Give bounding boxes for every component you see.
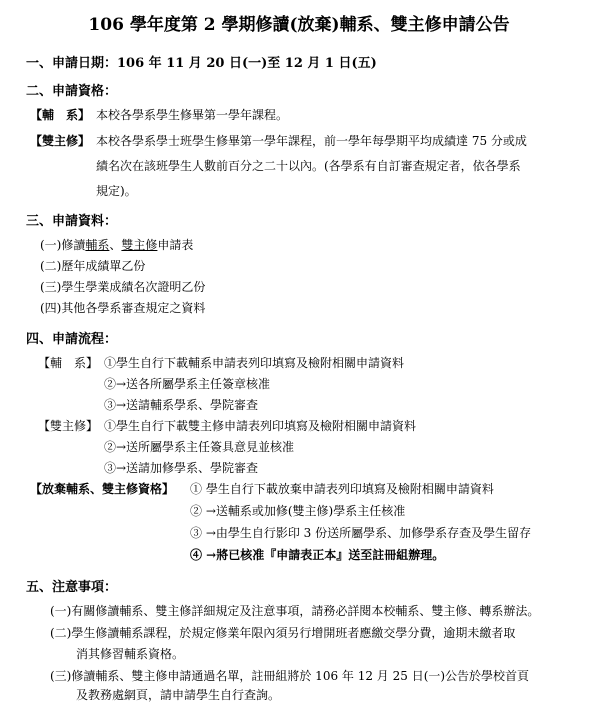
document-item-1-suffix: 申請表 (157, 238, 194, 252)
page-title: 106 學年度第 2 學期修讀(放棄)輔系、雙主修申請公告 (88, 15, 510, 35)
process-double-step-2: ②→送所屬學系主任簽具意見並核准 (104, 440, 295, 454)
note-item-2-line-2: 消其修習輔系資格。 (76, 647, 185, 661)
eligibility-double-line-3: 規定)。 (96, 184, 137, 198)
process-giveup-step-4: ④ →將已核准『申請表正本』送至註冊組辦理。 (190, 548, 445, 562)
document-item-2: (二)歷年成績單乙份 (40, 259, 146, 273)
process-giveup-tag: 【放棄輔系、雙主修資格】 (30, 482, 175, 496)
section-notes-heading: 五、注意事項： (26, 580, 118, 595)
note-item-2-line-1: (二)學生修讀輔系課程，於規定修業年限內須另行增開班者應繳交學分費，逾期未繳者取 (50, 626, 516, 640)
section-documents-heading: 三、申請資料： (26, 214, 118, 229)
eligibility-double-tag: 【雙主修】 (30, 134, 91, 148)
eligibility-minor-tag: 【輔 系】 (30, 108, 91, 122)
process-giveup-step-1: ① 學生自行下載放棄申請表列印填寫及檢附相關申請資料 (190, 482, 494, 496)
process-minor-step-2: ②→送各所屬學系主任簽章核准 (104, 377, 271, 391)
document-item-3: (三)學生學業成績名次證明乙份 (40, 280, 206, 294)
process-minor-step-1: ①學生自行下載輔系申請表列印填寫及檢附相關申請資料 (104, 356, 405, 370)
section-application-date: 一、申請日期：106 年 11 月 20 日(一)至 12 月 1 日(五) (26, 56, 377, 71)
note-item-3-line-1: (三)修讀輔系、雙主修申請通過名單，註冊組將於 106 年 12 月 25 日(一)公告於學校首頁 (50, 669, 530, 683)
eligibility-double-line-1: 本校各學系學士班學生修畢第一學年課程，前一學年每學期平均成績達 75 分或成 (96, 134, 527, 148)
section-process-heading: 四、申請流程： (26, 332, 118, 347)
document-item-4: (四)其他各學系審查規定之資料 (40, 301, 206, 315)
process-double-step-3: ③→送請加修學系、學院審查 (104, 461, 259, 475)
eligibility-minor-text: 本校各學系學生修畢第一學年課程。 (96, 108, 289, 122)
section-eligibility-heading: 二、申請資格： (26, 84, 118, 99)
document-item-1-double: 雙主修 (121, 238, 158, 252)
document-item-1 (40, 236, 193, 253)
document-item-1-prefix: (一)修讀 (40, 238, 86, 252)
process-giveup-step-2: ② →送輔系或加修(雙主修)學系主任核准 (190, 504, 406, 518)
process-giveup-step-3: ③ →由學生自行影印 3 份送所屬學系、加修學系存查及學生留存 (190, 526, 532, 540)
process-minor-step-3: ③→送請輔系學系、學院審查 (104, 398, 259, 412)
process-double-step-1: ①學生自行下載雙主修申請表列印填寫及檢附相關申請資料 (104, 419, 417, 433)
process-minor-tag: 【輔 系】 (38, 356, 99, 370)
document-item-1-minor: 輔系 (85, 238, 110, 252)
eligibility-double-line-2: 績名次在該班學生人數前百分之二十以內。(各學系有自訂審查規定者，依各學系 (96, 159, 521, 173)
process-double-tag: 【雙主修】 (38, 419, 99, 433)
document-item-1-separator: 、 (109, 238, 122, 252)
note-item-1: (一)有關修讀輔系、雙主修詳細規定及注意事項，請務必詳閱本校輔系、雙主修、轉系辦法。 (50, 604, 540, 618)
note-item-3-line-2: 及教務處網頁，請申請學生自行查詢。 (76, 688, 281, 702)
